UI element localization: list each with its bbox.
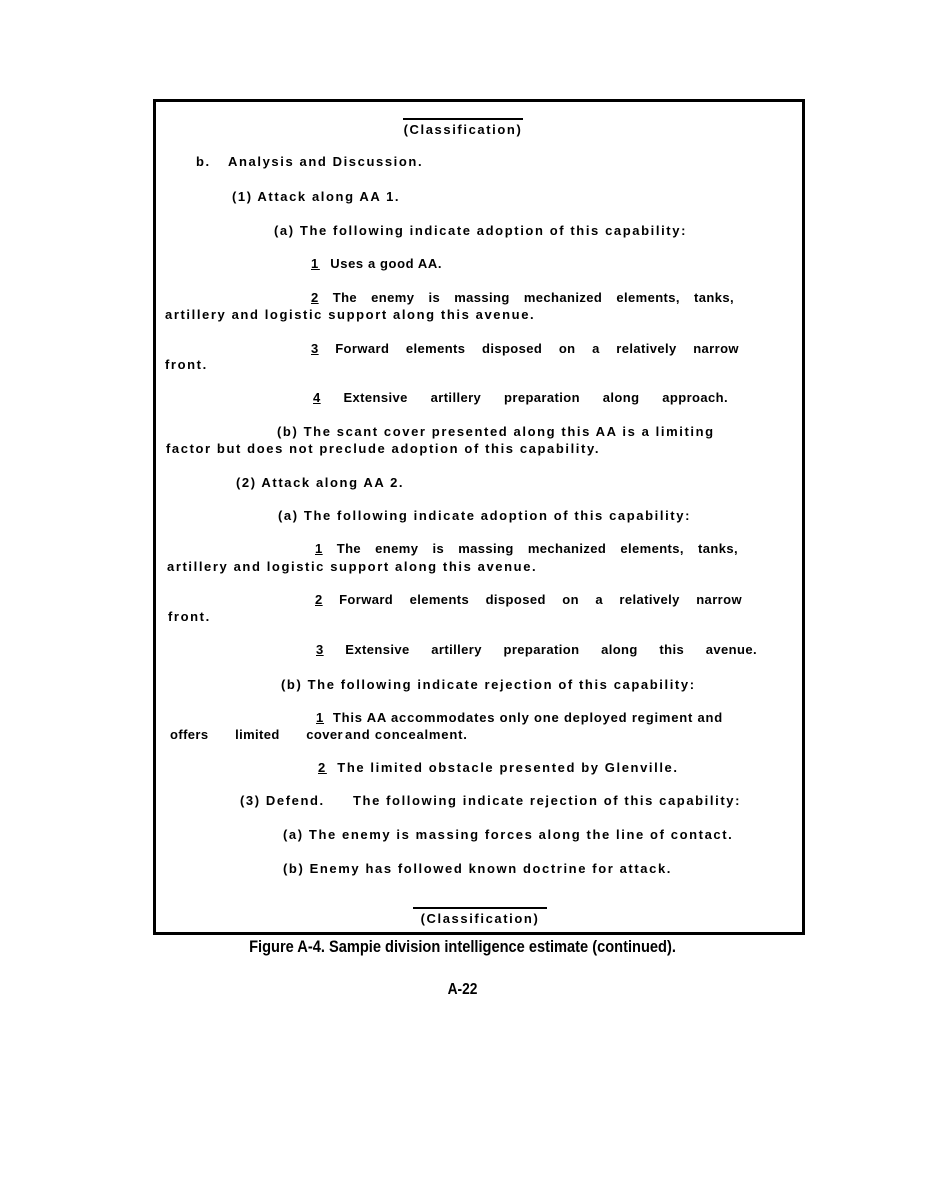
item-number: 3 <box>311 341 319 356</box>
defend-b: (b) Enemy has followed known doctrine for attack. <box>283 861 672 876</box>
aa2-item-1-cont: artillery and logistic support along this avenue. <box>167 559 538 574</box>
aa2-item-1 <box>315 541 738 557</box>
word: elements <box>405 341 466 356</box>
word: cover <box>306 727 343 742</box>
item-number: 2 <box>311 290 319 305</box>
word: narrow <box>693 341 739 356</box>
word: disposed <box>481 341 543 356</box>
aa1-item-2 <box>311 290 734 306</box>
page-number: A-22 <box>447 981 478 998</box>
word: on <box>558 341 576 356</box>
aa1-b-line1: (b) The scant cover presented along this AA is a limiting <box>277 424 715 439</box>
defend-a: (a) The enemy is massing forces along the line of contact. <box>283 827 734 842</box>
word: massing <box>458 541 514 556</box>
item-text: The limited obstacle presented by Glenville. <box>337 760 679 775</box>
word: Extensive <box>343 390 408 405</box>
aa2-b-intro: (b) The following indicate rejection of this capability: <box>281 677 696 692</box>
item-number: 3 <box>316 642 324 657</box>
word: enemy <box>371 290 415 305</box>
word: Extensive <box>345 642 410 657</box>
word: The <box>336 541 362 556</box>
word: a <box>595 592 603 607</box>
word: avenue. <box>705 642 757 657</box>
word: mechanized <box>523 290 603 305</box>
aa2-heading: (2) Attack along AA 2. <box>236 475 405 490</box>
word: a <box>592 341 600 356</box>
word: preparation <box>504 390 580 405</box>
section-b-title: Analysis and Discussion. <box>228 154 424 169</box>
aa1-item-3 <box>311 341 739 357</box>
word: relatively <box>616 341 677 356</box>
word: along <box>602 390 640 405</box>
aa1-heading: (1) Attack along AA 1. <box>232 189 401 204</box>
word: mechanized <box>527 541 607 556</box>
word: along <box>601 642 638 657</box>
word: elements <box>409 592 470 607</box>
classification-footer: (Classification) <box>413 907 547 927</box>
aa1-item-3-cont: front. <box>165 357 208 372</box>
word: tanks, <box>694 290 734 305</box>
item-number: 1 <box>311 256 320 271</box>
word: enemy <box>375 541 419 556</box>
figure-caption: Figure A-4. Sampie division intelligence estimate (continued). <box>249 937 676 956</box>
word: this <box>659 642 685 657</box>
word: elements, <box>620 541 684 556</box>
aa2-b-item-1-cont-words <box>170 727 343 743</box>
word: artillery <box>431 642 482 657</box>
word: artillery <box>430 390 482 405</box>
aa2-a-intro: (a) The following indicate adoption of this capability: <box>278 508 691 523</box>
word: elements, <box>616 290 680 305</box>
section-b-label: b. <box>196 154 211 169</box>
word: tanks, <box>698 541 738 556</box>
aa2-item-3 <box>316 642 757 658</box>
defend-intro: The following indicate rejection of this capability: <box>353 793 742 808</box>
word: Forward <box>339 592 394 607</box>
aa2-item-2 <box>315 592 742 608</box>
aa1-a-intro: (a) The following indicate adoption of this capability: <box>274 223 687 238</box>
word: relatively <box>619 592 680 607</box>
defend-heading: (3) Defend. <box>240 793 325 808</box>
word: offers <box>170 727 209 742</box>
word: approach. <box>662 390 728 405</box>
word: massing <box>454 290 510 305</box>
aa1-item-1 <box>311 256 442 272</box>
item-number: 2 <box>315 592 323 607</box>
item-number: 1 <box>315 541 323 556</box>
aa2-b-item-2 <box>318 760 679 776</box>
word: preparation <box>503 642 580 657</box>
word: Forward <box>335 341 390 356</box>
item-text: Uses a good AA. <box>330 256 443 271</box>
word: is <box>432 541 445 556</box>
aa2-item-2-cont: front. <box>168 609 211 624</box>
item-text: This AA accommodates only one deployed regiment and <box>332 710 724 725</box>
aa2-b-item-1-cont-rest: and concealment. <box>345 727 468 742</box>
item-number: 4 <box>313 390 321 405</box>
aa1-item-2-cont: artillery and logistic support along this avenue. <box>165 307 536 322</box>
word: disposed <box>485 592 546 607</box>
item-number: 2 <box>318 760 327 775</box>
aa1-item-4 <box>313 390 728 406</box>
word: is <box>428 290 441 305</box>
aa1-b-line2: factor but does not preclude adoption of this capability. <box>166 441 601 456</box>
word: on <box>562 592 579 607</box>
classification-header: (Classification) <box>403 118 523 138</box>
item-number: 1 <box>316 710 325 725</box>
aa2-b-item-1 <box>316 710 723 726</box>
word: limited <box>235 727 280 742</box>
word: narrow <box>696 592 742 607</box>
word: The <box>332 290 358 305</box>
